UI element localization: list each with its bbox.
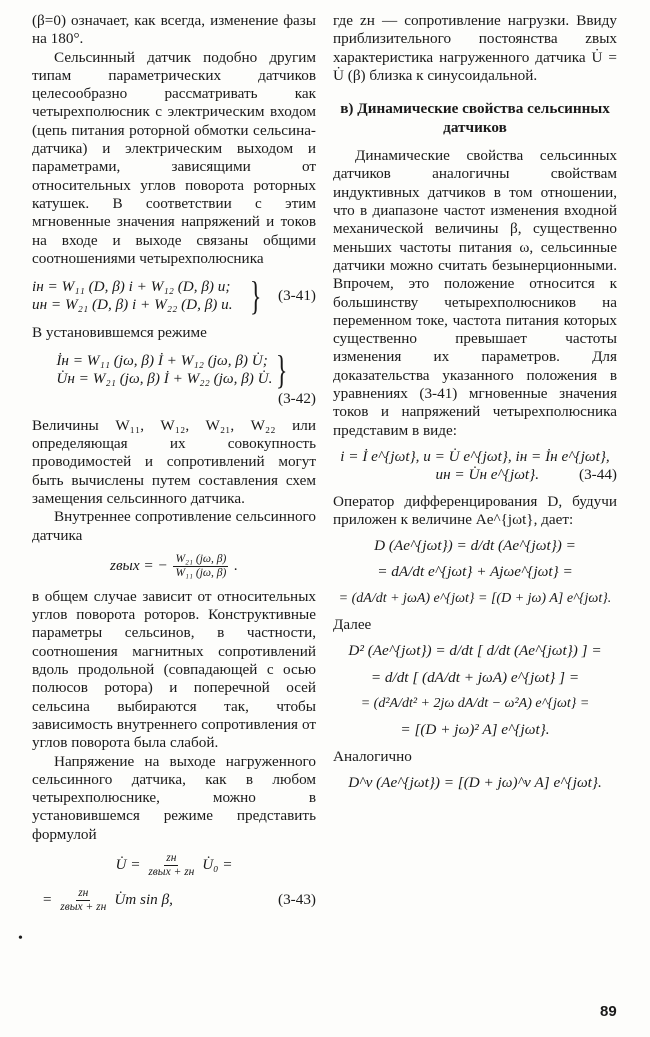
equation-number: (3-44) (579, 466, 617, 484)
paragraph-quantities: Величины W₁₁, W₁₂, W₂₁, W₂₂ или определяющая их совокупность проводимостей и сопротивлений могут быть вычислены путем составления схем замещения сельсинного датчика. (32, 416, 316, 507)
equation-zout-end: . (234, 556, 238, 574)
paragraph-internal-resistance: Внутреннее сопротивление сельсинного датчика (32, 508, 316, 544)
brace-symbol: } (276, 347, 288, 393)
equation-lhs: = (42, 891, 53, 909)
paragraph-phase: (β=0) означает, как всегда, изменение фазы на 180°. (32, 12, 316, 48)
paragraph-dynamic-properties: Динамические свойства сельсинных датчиков аналогичны свойствам индуктивных датчиков в том отношении, что в диапазоне частот изменения входной механической величины β, существенно меньших частоты питания ω, сельсинные датчики можно считать безынерционными. Впрочем, это положение относится к большинству четырехполюсников на переменном токе, частота питания которых существенно превышает частоты изменения их параметров. Для доказательства указанного положения в уравнениях (3-41) мгновенные значения токов и напряжений четырехполюсника представим в виде: (333, 147, 617, 439)
paragraph-selsyn-quadripole: Сельсинный датчик подобно другим типам параметрических датчиков целесообразно рассматривать как четырехполюсник с электрическим входом (цепь питания роторной обмотки сельсина-датчика) и электрическим выходом и параметрами, зависящими от относительных углов поворота роторных катушек. В соответствии с этим мгновенные значения напряжений и токов на входе и выходе связаны общими соотношениями четырехполюсника (32, 48, 316, 267)
equation-rhs: U̇m sin β, (114, 891, 173, 909)
equation-3-41-line1: iн = W₁₁ (D, β) i + W₁₂ (D, β) u; (32, 277, 231, 295)
paragraph-similarly: Аналогично (333, 747, 412, 765)
equation-zout (32, 553, 316, 580)
equation-d1: D (Ae^{jωt}) = d/dt (Ae^{jωt}) = (374, 537, 576, 555)
fraction-numerator: zн (78, 886, 89, 899)
left-column (32, 12, 316, 914)
equation-3-42-line2: U̇н = W₂₁ (jω, β) İ + W₂₂ (jω, β) U̇. (56, 370, 273, 388)
fraction (173, 553, 228, 580)
fraction-numerator: zн (166, 851, 177, 864)
paragraph-dependence: в общем случае зависит от относительных углов поворота роторов. Конструктивные параметры сельсинов, в частности, соотношения магнитных сопротивлений вдоль продольной (совпадающей с осью полюсов ротора) и поперечной осей сельсина выбираются так, чтобы зависимость внутреннего сопротивления от углов поворота была слабой. (32, 587, 316, 752)
brace-symbol: } (249, 273, 262, 319)
fraction-denominator: zвых + zн (148, 865, 195, 878)
equation-e1: D² (Ae^{jωt}) = d/dt [ d/dt (Ae^{jωt}) ] = (348, 642, 602, 660)
right-column (333, 12, 617, 792)
equation-d3: = (dA/dt + jωA) e^{jωt} = [(D + jω) A] e^{jωt}. (338, 590, 612, 606)
equation-lhs: U̇ = (115, 855, 141, 873)
margin-mark: • (18, 931, 23, 946)
page-number: 89 (600, 1003, 617, 1020)
fraction (146, 852, 196, 879)
fraction-denominator: W₁₁ (jω, β) (175, 566, 227, 579)
equation-e3: = (d²A/dt² + 2jω dA/dt − ω²A) e^{jωt} = (360, 695, 590, 711)
section-heading: в) Динамические свойства сельсинных датчиков (340, 100, 610, 137)
equation-number: (3-43) (278, 891, 316, 909)
equation-rhs: U̇₀ = (202, 855, 233, 873)
equation-number: (3-41) (278, 287, 316, 304)
equation-3-44-line2 (333, 466, 617, 484)
equation-3-43-line1 (32, 852, 316, 879)
paragraph-diff-operator: Оператор дифференцирования D, будучи приложен к величине Ae^{jωt}, дает: (333, 492, 617, 528)
paragraph-further: Далее (333, 616, 372, 634)
paragraph-steady-state: В установившемся режиме (32, 324, 207, 342)
equation-d2: = dA/dt e^{jωt} + Ajωe^{jωt} = (377, 563, 573, 581)
equation-3-43-line2 (32, 887, 316, 914)
fraction-numerator: W₂₁ (jω, β) (175, 552, 227, 565)
fraction (58, 887, 108, 914)
equation-3-44-line1: i = İ e^{jωt}, u = U̇ e^{jωt}, iн = İн e^{jωt}, (340, 447, 610, 465)
equation-e2: = d/dt [ (dA/dt + jωA) e^{jωt} ] = (370, 668, 580, 686)
paragraph-output-voltage: Напряжение на выходе нагруженного сельсинного датчика, как в любом четырехполюснике, можно в установившемся режиме представить формулой (32, 752, 316, 843)
equation-e4: = [(D + jω)² A] e^{jωt}. (400, 721, 550, 739)
fraction-denominator: zвых + zн (60, 900, 107, 913)
equation-3-42-line1: İн = W₁₁ (jω, β) İ + W₁₂ (jω, β) U̇; (56, 352, 268, 370)
equation-3-41 (32, 273, 316, 319)
paragraph-load-resistance: где zн — сопротивление нагрузки. Ввиду приблизительного постоянства zвых характеристика нагруженного датчика U̇ = U̇ (β) близка к синусоидальной. (333, 12, 617, 84)
equation-3-42 (32, 347, 316, 393)
equation-zout-lhs: zвых = − (110, 556, 168, 574)
equation-f: D^ν (Ae^{jωt}) = [(D + jω)^ν A] e^{jωt}. (348, 773, 602, 791)
equation-3-44-body: uн = U̇н e^{jωt}. (435, 466, 540, 484)
equation-number: (3-42) (278, 390, 316, 408)
equation-3-41-line2: uн = W₂₁ (D, β) i + W₂₂ (D, β) u. (32, 296, 233, 314)
